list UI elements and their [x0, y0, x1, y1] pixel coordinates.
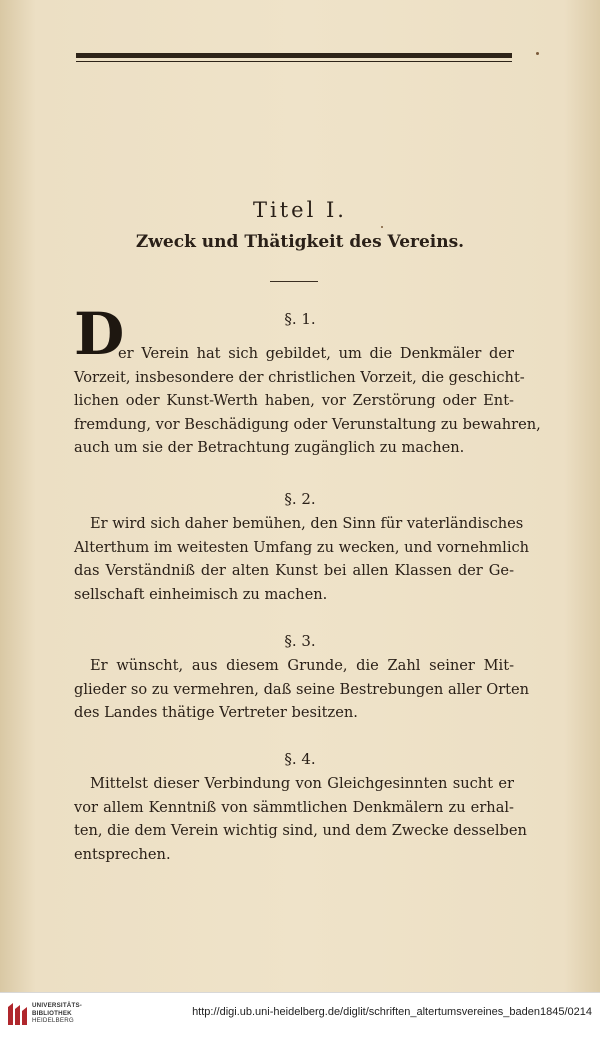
text-line: sellschaft einheimisch zu machen.	[74, 585, 328, 603]
chapter-title: Titel I.	[253, 198, 347, 222]
text-line: fremdung, vor Beschädigung oder Verunstaltung zu bewahren,	[74, 415, 541, 433]
library-logo-icon	[6, 1001, 28, 1027]
permalink-url[interactable]: http://digi.ub.uni-heidelberg.de/diglit/schriften_altertumsvereines_baden1845/0214	[192, 1006, 592, 1018]
library-logo-text	[32, 1002, 82, 1025]
text-line: ten, die dem Verein wichtig sind, und dem Zwecke desselben	[74, 822, 527, 839]
section-paragraph-1	[74, 342, 541, 460]
chapter-subtitle: Zweck und Thätigkeit des Vereins.	[135, 232, 465, 252]
header-rule-thin	[76, 61, 512, 62]
section-heading-1: §. 1.	[284, 310, 316, 328]
section-paragraph-4	[74, 772, 527, 866]
section-heading-2: §. 2.	[284, 490, 316, 508]
text-line: Er wird sich daher bemühen, den Sinn für vaterländisches	[90, 515, 524, 532]
text-line: entsprechen.	[74, 845, 171, 863]
logo-line: BIBLIOTHEK	[32, 1009, 72, 1017]
text-line: Er wünscht, aus diesem Grunde, die Zahl seiner Mit-	[90, 657, 514, 674]
text-line: Alterthum im weitesten Umfang zu wecken, und vornehmlich	[74, 538, 530, 556]
text-line: des Landes thätige Vertreter besitzen.	[74, 704, 358, 721]
text-line: vor allem Kenntniß von sämmtlichen Denkmälern zu erhal-	[74, 798, 514, 816]
logo-line: HEIDELBERG	[32, 1017, 74, 1024]
section-heading-3: §. 3.	[284, 632, 316, 650]
title-divider	[270, 281, 318, 282]
section-paragraph-3	[74, 654, 530, 725]
page-speck	[536, 52, 539, 55]
viewer-footer	[0, 992, 600, 1037]
text-line: glieder so zu vermehren, daß seine Bestrebungen aller Orten	[74, 680, 530, 698]
drop-cap: D	[74, 300, 125, 368]
section-heading-4: §. 4.	[284, 750, 316, 768]
text-line: das Verständniß der alten Kunst bei allen Klassen der Ge-	[74, 562, 514, 579]
text-line: lichen oder Kunst-Werth haben, vor Zerstörung oder Ent-	[74, 392, 514, 409]
logo-line: UNIVERSITÄTS-	[32, 1002, 83, 1009]
text-line: auch um sie der Betrachtung zugänglich zu machen.	[74, 439, 465, 456]
section-paragraph-2	[74, 512, 530, 606]
header-rule-thick	[76, 53, 512, 58]
page-speck	[381, 226, 383, 228]
text-line: Vorzeit, insbesondere der christlichen Vorzeit, die geschicht-	[74, 368, 525, 386]
text-line: er Verein hat sich gebildet, um die Denkmäler der	[118, 345, 514, 362]
text-line: Mittelst dieser Verbindung von Gleichgesinnten sucht er	[90, 775, 514, 792]
